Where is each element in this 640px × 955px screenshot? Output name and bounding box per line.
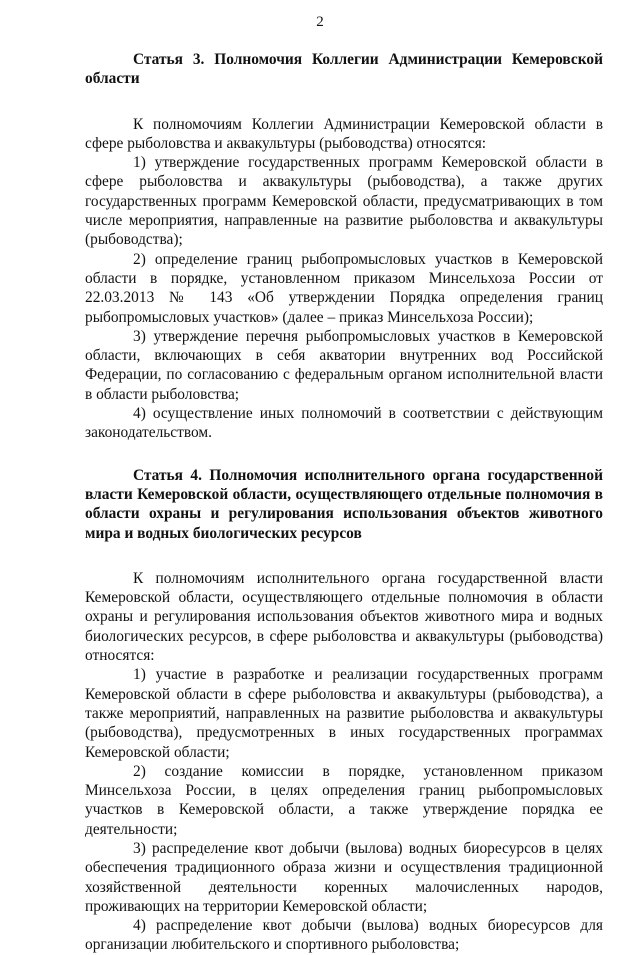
- article-4-item-1: 1) участие в разработке и реализации государственных программ Кемеровской области в сфере рыболовства и аквакультуры (рыбоводства), а также мероприятий, направленных на развитие рыболовства и аквакультуры (рыбоводства), предусмотренных в иных государственных программах Кемеровской области;: [85, 666, 603, 761]
- article-4-intro: К полномочиям исполнительного органа государственной власти Кемеровской области, осуществляющего отдельные полномочия в области охраны и регулирования использования объектов животного мира и водных биологических ресурсов, в сфере рыболовства и аквакультуры (рыбоводства) относятся:: [85, 569, 603, 665]
- article-3-item-2: 2) определение границ рыбопромысловых участков в Кемеровской области в порядке, установленном приказом Минсельхоза России от 22.03.2013 № 143 «Об утверждении Порядка определения границ рыбопромысловых участков» (далее – приказ Минсельхоза России);: [85, 250, 603, 326]
- document-body: [85, 50, 603, 955]
- article-4-item-2: 2) создание комиссии в порядке, установленном приказом Минсельхоза России, в целях определения границ рыбопромысловых участков в Кемеровской области, а также утверждение порядка ее деятельности;: [85, 762, 603, 838]
- page-number: 2: [316, 14, 324, 30]
- article-3-intro: К полномочиям Коллегии Администрации Кемеровской области в сфере рыболовства и аквакультуры (рыбоводства) относятся:: [85, 115, 603, 152]
- article-3-item-1: 1) утверждение государственных программ Кемеровской области в сфере рыболовства и аквакультуры (рыбоводства), а также других государственных программ Кемеровской области, предусматривающих в том числе мероприятия, направленные на развитие рыболовства и аквакультуры (рыбоводства);: [85, 154, 603, 249]
- article-4: [85, 466, 603, 955]
- article-3-heading: Статья 3. Полномочия Коллегии Администрации Кемеровской области: [85, 51, 603, 88]
- article-3-item-3: 3) утверждение перечня рыбопромысловых участков в Кемеровской области, включающих в себя акватории внутренних вод Российской Федерации, по согласованию с федеральным органом исполнительной власти в области рыболовства;: [85, 327, 603, 403]
- article-4-item-3: 3) распределение квот добычи (вылова) водных биоресурсов в целях обеспечения традиционного образа жизни и осуществления традиционной хозяйственной деятельности коренных малочисленных народов, проживающих на территории Кемеровской области;: [85, 839, 603, 915]
- article-4-item-4: 4) распределение квот добычи (вылова) водных биоресурсов для организации любительского и спортивного рыболовства;: [85, 917, 603, 954]
- article-3-item-4: 4) осуществление иных полномочий в соответствии с действующим законодательством.: [85, 405, 603, 442]
- article-4-heading: Статья 4. Полномочия исполнительного органа государственной власти Кемеровской области, осуществляющего отдельные полномочия в области охраны и регулирования использования объектов животного мира и водных биологических ресурсов: [85, 466, 603, 542]
- article-3: [85, 50, 603, 443]
